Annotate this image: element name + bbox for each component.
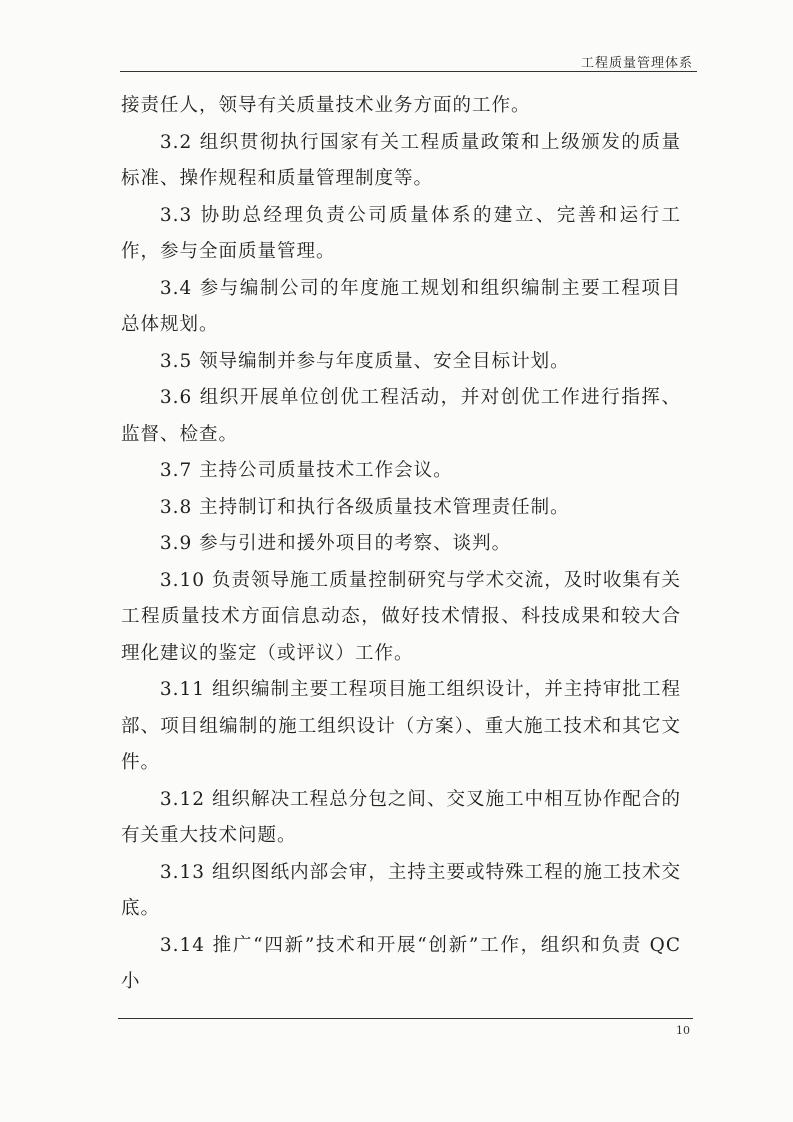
- paragraph-3-2: 3.2 组织贯彻执行国家有关工程质量政策和上级颁发的质量标准、操作规程和质量管理制度等。: [121, 131, 681, 189]
- paragraph-3-10: 3.10 负责领导施工质量控制研究与学术交流，及时收集有关工程质量技术方面信息动态，做好技术情报、科技成果和较大合理化建议的鉴定（或评议）工作。: [121, 569, 681, 664]
- paragraph-3-7: 3.7 主持公司质量技术工作会议。: [159, 460, 453, 481]
- header-rule: [120, 71, 697, 72]
- paragraph-3-4: 3.4 参与编制公司的年度施工规划和组织编制主要工程项目总体规划。: [121, 277, 681, 335]
- paragraph-3-12: 3.12 组织解决工程总分包之间、交叉施工中相互协作配合的有关重大技术问题。: [121, 788, 681, 846]
- document-body: [121, 88, 681, 1001]
- paragraph-continuation: 接责任人，领导有关质量技术业务方面的工作。: [121, 95, 531, 116]
- footer-rule: [118, 1018, 693, 1019]
- paragraph-3-13: 3.13 组织图纸内部会审，主持主要或特殊工程的施工技术交底。: [121, 861, 681, 919]
- paragraph-3-9: 3.9 参与引进和援外项目的考察、谈判。: [159, 533, 512, 554]
- paragraph-3-5: 3.5 领导编制并参与年度质量、安全目标计划。: [159, 350, 570, 372]
- paragraph-3-6: 3.6 组织开展单位创优工程活动，并对创优工作进行指挥、监督、检查。: [121, 387, 681, 445]
- paragraph-3-14: 3.14 推广“四新”技术和开展“创新”工作，组织和负责 QC 小: [121, 934, 681, 992]
- paragraph-3-11: 3.11 组织编制主要工程项目施工组织设计，并主持审批工程部、项目组编制的施工组织设计（方案）、重大施工技术和其它文件。: [121, 679, 681, 773]
- paragraph-3-3: 3.3 协助总经理负责公司质量体系的建立、完善和运行工作，参与全面质量管理。: [121, 204, 681, 262]
- paragraph-3-8: 3.8 主持制订和执行各级质量技术管理责任制。: [159, 496, 570, 518]
- header-title: 工程质量管理体系: [580, 56, 693, 71]
- page-number: 10: [676, 1024, 690, 1037]
